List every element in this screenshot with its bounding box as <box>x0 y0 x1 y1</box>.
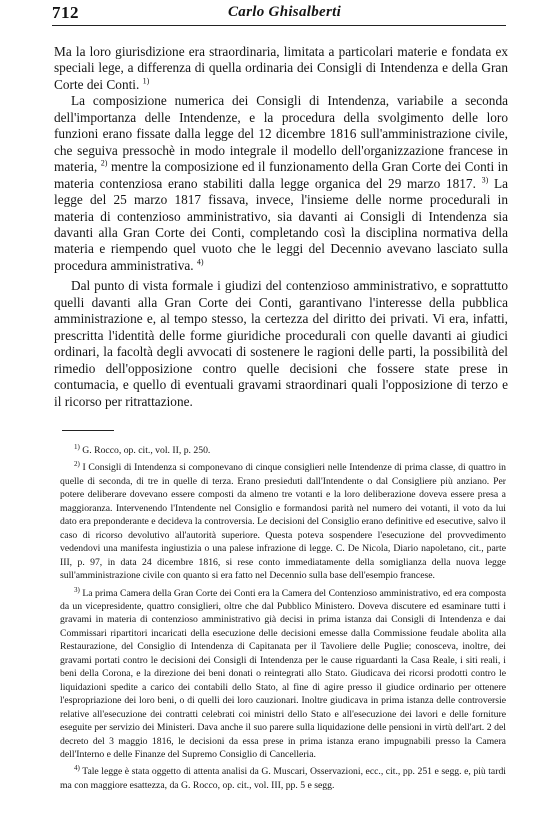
footnote-ref-1: 1) <box>142 76 150 86</box>
paragraph-2-text-a: La composizione numerica dei Consigli di Intendenza, variabile a seconda dell'importanza delle Intendenze, e la procedura della svolgimento delle loro funzioni erano fissate dalla legge del 12 dicembre 1816 sull'amministrazione civile, che seguiva pressochè in modo integrale il modello dell'organizzazione francese in materia, <box>54 93 508 175</box>
paragraph-2 <box>54 93 508 274</box>
paragraph-3 <box>54 278 508 410</box>
footnote-number: 2) <box>74 460 80 469</box>
paragraph-2-text-c: La legge del 25 marzo 1817 fissava, invece, l'insieme delle norme procedurali in materia di contenzioso amministrativo, sia davanti ai Consigli di Intendenza sia davanti alla Gran Corte dei Conti, completando così la disciplina normativa della materia e riempendo quel vuoto che le leggi del Decennio avevano lasciato sulla procedura amministrativa. <box>54 175 508 273</box>
running-head-author: Carlo Ghisalberti <box>228 4 342 20</box>
footnote-number: 3) <box>74 585 80 594</box>
footnote-ref-3: 3) <box>481 175 489 185</box>
footnote-rule <box>62 430 114 431</box>
footnote-2 <box>60 461 506 582</box>
paragraph-3-text: Dal punto di vista formale i giudizi del contenzioso amministrativo, e soprattutto quelli davanti alla Gran Corte dei Conti, garantivano l'interesse della pubblica amministrazione e, al tempo stesso, la certezza del diritto dei privati. Vi era, infatti, prescritta l'identità delle forme giuridiche procedurali con quelle davanti ai giudici ordinari, la facoltà degli avvocati di sostenere le ragioni delle parti, la possibilità del rimedio dell'opposizione contro quelle decisioni che fossere state prese in contumacia, e quello di eventuali gravami straordinari quali l'opposizione di terzo e il ricorso per ritrattazione. <box>54 278 508 409</box>
paragraph-1 <box>54 44 508 93</box>
footnote-text: I Consigli di Intendenza si componevano di cinque consiglieri nelle Intendenze di prima classe, di quattro in quelle di seconda, di tre in quelle di terza. Erano presieduti dall'Intendente o dal Consigliere più anziano. Per potere deliberare dovevano essere composti da almeno tre votanti e la loro deliberazione doveva essere presa a maggioranza. Intervenendo l'Intendente nel Consiglio e formandosi parità nel numero dei votanti, il voto da lui dato era preponderante e decideva la controversia. Le decisioni del Consiglio erano definitive ed esecutive, salvo il caso di ricorso devolutivo all'autorità superiore. Questa poteva sospendere l'esecuzione del provvedimento vedendovi una manifesta ingiustizia o una palese infrazione di legge. C. De Nicola, Diario napoletano, cit., parte III, p. 97, in data 24 dicembre 1816, si rese conto immediatamente della somiglianza della nuova legge sull'amministrazione civile con quanto si era fatto nel Decennio sulla base dell'esempio francese. <box>60 462 507 582</box>
page-number: 712 <box>52 3 79 22</box>
footnote-1 <box>60 444 506 457</box>
paragraph-2-text-b: mentre la composizione ed il funzionamento della Gran Corte dei Conti in materia contenziosa erano stabiliti dalla legge organica del 29 marzo 1817. <box>54 159 509 191</box>
header-rule <box>52 25 506 26</box>
footnote-text: La prima Camera della Gran Corte dei Conti era la Camera del Contenzioso amministrativo, ed era composta da un vicepresidente, quattro consiglieri, oltre che dal Pubblico Ministero. Doveva discutere ed esaminare tutti i gravami in materia di contenzioso amministrativo già decisi in prima istanza dai Consigli di Intendenza e dai Commissari ripartitori incaricati della esecuzione delle decisioni emesse dalla Commissione feudale abolita alla Restaurazione, del Consiglio di Intendenza di Capitanata per il Tavoliere delle Puglie; conosceva, inoltre, dei gravami portati contro le decisioni dei Consigli di Intendenza per le cause riguardanti la Casa Reale, i siti reali, i beni della Corona, e la direzione dei beni donati o reintegrati allo Stato. Giudicava dei ricorsi prodotti contro le liquidazioni spedite a carico dei contabili dello Stato, al fine di agire presso il giudice ordinario per ottenere l'espropriazione dei loro beni, o di quelli dei loro cauzionari. Inoltre giudicava in prima istanza delle controversie relative all'esecuzione dei contratti celebrati coi ministri dello Stato e all'esecuzione dei lavori e delle forniture eseguite per servizio dei Ministeri. Dava anche il suo parere sulla liquidazione delle pensioni in virtù dell'art. 2 del decreto del 3 maggio 1816, le decisioni da essa prese in prima istanza erano impugnabili presso la Camera dell'Interno e delle Finanze del Supremo Consiglio di Cancelleria. <box>60 587 507 760</box>
paragraph-1-text: Ma la loro giurisdizione era straordinaria, limitata a particolari materie e fondata ex speciali lege, a differenza di quella ordinaria dei Consigli di Intendenza e della Gran Corte dei Conti. <box>54 44 508 92</box>
footnote-number: 1) <box>74 442 80 451</box>
footnotes <box>60 444 506 796</box>
footnote-number: 4) <box>74 764 80 773</box>
footnote-ref-4: 4) <box>196 257 204 267</box>
body-text <box>54 44 508 410</box>
page-header <box>52 3 506 25</box>
footnote-ref-2: 2) <box>100 158 108 168</box>
footnote-text: Tale legge è stata oggetto di attenta analisi da G. Muscari, Osservazioni, ecc., cit., pp. 251 e segg. e, più tardi ma con maggiore esattezza, da G. Rocco, op. cit., vol. III, pp. 5 e segg. <box>60 766 506 791</box>
footnote-4 <box>60 765 506 792</box>
footnote-text: G. Rocco, op. cit., vol. II, p. 250. <box>82 445 211 456</box>
footnote-3 <box>60 587 506 762</box>
